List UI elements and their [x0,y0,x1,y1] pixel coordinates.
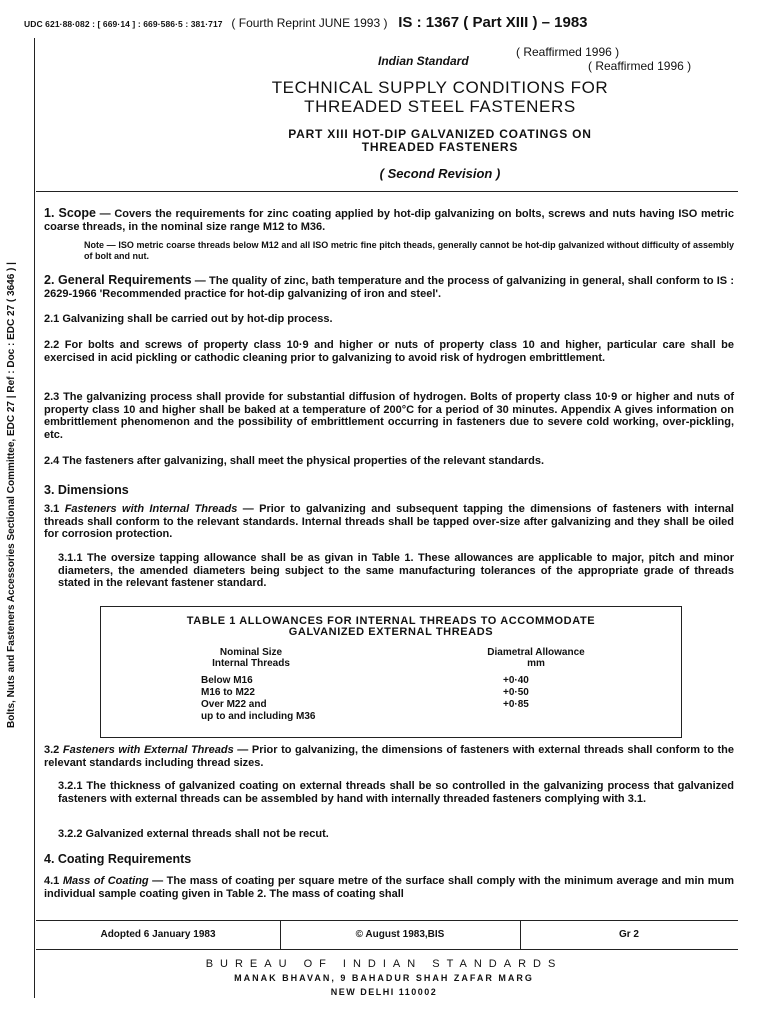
publisher-address-2: NEW DELHI 110002 [330,987,438,997]
udc-code: UDC 621·88·082 : [ 669·14 ] : 669·586·5 : 381·717 [24,19,223,29]
clause-3-2-label: 3.2 [44,744,60,756]
table-cell-allowance: +0·85 [503,699,529,710]
col-size-head-2: Internal Threads [212,658,290,669]
title-line-1: TECHNICAL SUPPLY CONDITIONS FOR [271,78,609,97]
clause-3-2-1: 3.2.1 The thickness of galvanized coating on external threads shall be so controlled in the galvanizing process that galvanized fasteners with external threads can be assembled by hand with internally threaded fasteners complying with 3.1. [58,780,734,805]
section-3-heading [44,484,734,498]
section-2-general [44,274,734,300]
clause-4-1-heading: Mass of Coating [62,875,149,887]
publisher-name: BUREAU OF INDIAN STANDARDS [205,958,563,970]
table-cell-allowance: +0·40 [503,675,529,686]
clause-3-1 [44,503,734,541]
section-2-text: — The quality of zinc, bath temperature and the process of galvanizing in general, shall conform to IS : 2629-1966 'Recommended practice for hot-dip galvanizing of iron and steel'. [44,275,734,300]
part-title-line-1: PART XIII HOT-DIP GALVANIZED COATINGS ON [288,127,592,141]
clause-2-3: 2.3 The galvanizing process shall provide for substantial diffusion of hydrogen. Bolts of property class 10·9 or higher and nuts of property class 10 and higher shall be baked at a temperature of 200°C for a period of 30 minutes. Appendix A gives information on embrittlement phenomenon and the possibility of embrittlement occurring in fasteners due to severe cold working, over-pickling, etc. [44,391,734,441]
table-1-caption-2: GALVANIZED EXTERNAL THREADS [288,626,494,638]
table-1-col-size-head [171,647,331,669]
section-2-heading: 2. General Requirements [44,273,192,287]
table-row: up to and including M36 [201,711,316,722]
table-1-caption-1: TABLE 1 ALLOWANCES FOR INTERNAL THREADS TO ACCOMMODATE [186,615,596,627]
reaffirmed-stamp-1: ( Reaffirmed 1996 ) [516,45,620,59]
clause-3-2 [44,744,734,769]
section-1-scope [44,207,734,233]
clause-3-1-heading: Fasteners with Internal Threads [64,503,238,515]
section-1-text: — Covers the requirements for zinc coating applied by hot-dip galvanizing on bolts, screws and nuts having ISO metric coarse threads, in the nominal size range M12 to M36. [44,208,734,233]
title-divider [36,191,738,192]
clause-3-2-heading: Fasteners with External Threads [62,744,234,756]
clause-3-2-text: — Prior to galvanizing, the dimensions of fasteners with external threads shall conform to the relevant standards including thread sizes. [44,744,734,769]
clause-3-1-1: 3.1.1 The oversize tapping allowance shall be as givan in Table 1. These allowances are applicable to major, pitch and minor diameters, the amended diameters being subject to the same manufacturing tolerances of the appropriate grade of threads stated in the relevant fastener standard. [58,552,734,589]
part-title-line-2: THREADED FASTENERS [361,140,519,154]
clause-4-1-label: 4.1 [44,875,60,887]
publisher-address-1: MANAK BHAVAN, 9 BAHADUR SHAH ZAFAR MARG [234,973,534,983]
scope-note [84,240,734,262]
clause-4-1-text: — The mass of coating per square metre of the surface shall comply with the minimum average and min mum individual sample coating given in Table 2. The mass of coating shall [44,875,735,900]
table-row: M16 to M22 [201,687,255,698]
title-line-2: THREADED STEEL FASTENERS [304,97,576,116]
table-row: Over M22 and [201,699,267,710]
table-row: Below M16 [201,675,253,686]
price-group: Gr 2 [618,929,639,940]
clause-3-2-2: 3.2.2 Galvanized external threads shall not be recut. [58,828,329,840]
section-4-heading [44,853,734,867]
table-cell-allowance: +0·50 [503,687,529,698]
col-size-head-1: Nominal Size [219,647,283,658]
section-1-heading: 1. Scope [44,206,97,220]
section-3-heading-text: 3. Dimensions [44,483,129,497]
clause-3-1-text: — Prior to galvanizing and subsequent tapping the dimensions of fasteners with internal threads shall conform to the relevant standards. Internal threads shall be tapped over-size after galvanizing and they shall be oiled for corrosion protection. [44,503,734,540]
copyright-notice: © August 1983,BIS [355,929,445,940]
standard-number: IS : 1367 ( Part XIII ) – 1983 [398,14,588,31]
committee-sidebar: Bolts, Nuts and Fasteners Accessories Sectional Committee, EDC 27 | Ref : Doc : EDC 27 ( 3646 ) | [6,262,17,728]
revision-label: ( Second Revision ) [379,166,501,181]
clause-2-4: 2.4 The fasteners after galvanizing, shall meet the physical properties of the relevant standards. [44,455,545,467]
table-1-col-allowance-head [441,647,631,669]
clause-3-1-label: 3.1 [44,503,60,515]
adoption-footer [36,920,738,950]
note-text: — ISO metric coarse threads below M12 and all ISO metric fine pitch theads, generally cannot be hot-dip galvanized without difficulty of assembly of bolt and nut. [84,240,734,261]
note-label: Note [84,240,104,250]
indian-standard-label: Indian Standard [378,54,469,68]
col-allowance-head-2: mm [527,658,545,669]
adopted-date: Adopted 6 January 1983 [100,929,216,940]
reprint-note: ( Fourth Reprint JUNE 1993 ) [231,16,388,30]
clause-2-2: 2.2 For bolts and screws of property class 10·9 and higher or nuts of property class 10 and higher, particular care shall be exercised in acid pickling or cathodic cleaning prior to galvanizing to avoid risk of hydrogen embrittlement. [44,339,734,364]
clause-4-1 [44,875,734,900]
col-allowance-head-1: Diametral Allowance [487,647,585,658]
reaffirmed-stamp-2: ( Reaffirmed 1996 ) [588,59,692,73]
clause-2-1: 2.1 Galvanizing shall be carried out by hot-dip process. [44,313,333,325]
document-header [24,14,754,31]
table-1 [100,606,682,738]
section-4-heading-text: 4. Coating Requirements [44,852,192,866]
